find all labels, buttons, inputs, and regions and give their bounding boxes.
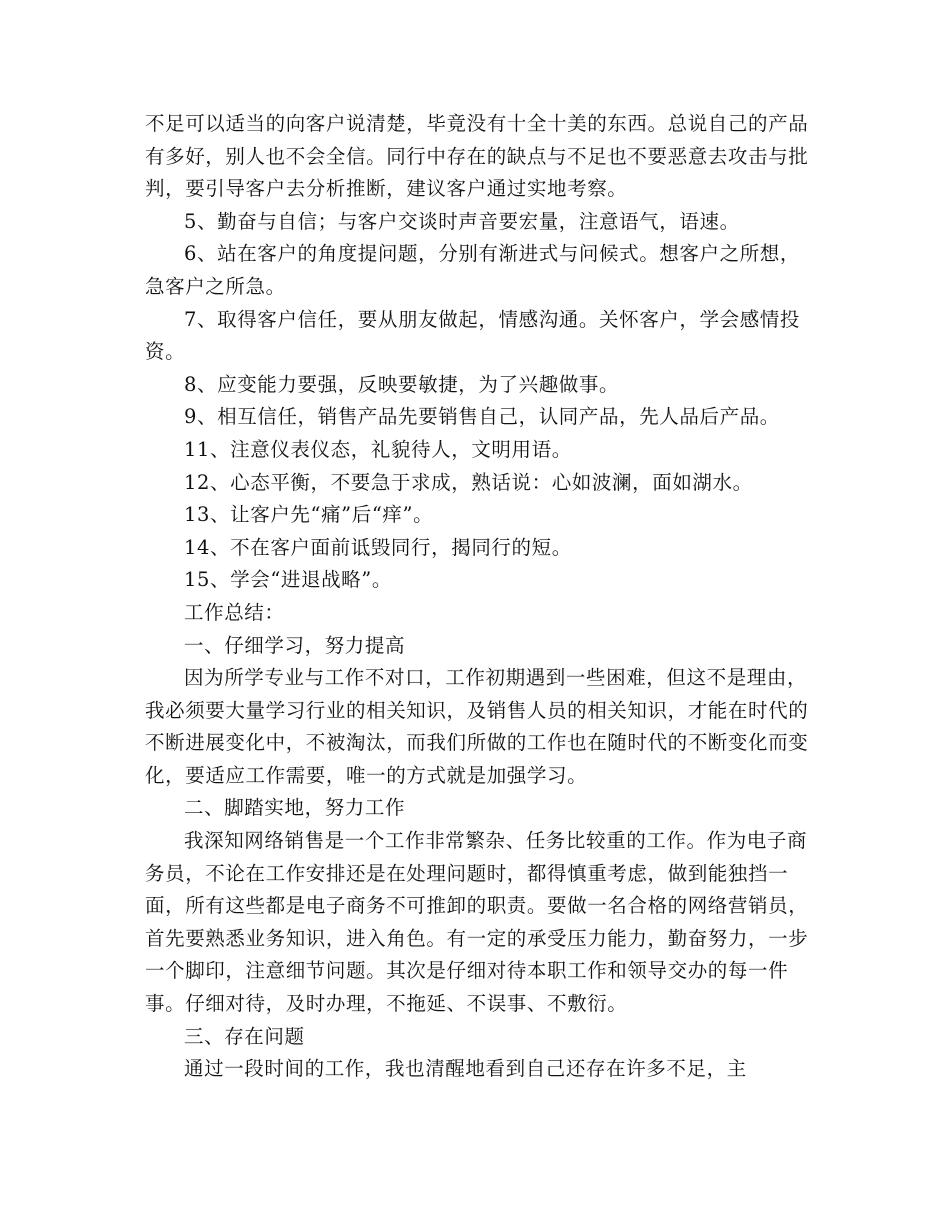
list-item-9: 9、相互信任，销售产品先要销售自己，认同产品，先人品后产品。	[184, 405, 780, 429]
list-item-15: 15、学会“进退战略”。	[184, 568, 392, 592]
section-heading-summary: 工作总结：	[184, 600, 285, 624]
list-item-6: 6、站在客户的角度提问题，分别有渐进式与问候式。想客户之所想，急客户之所急。	[145, 242, 801, 298]
list-item-12: 12、心态平衡，不要急于求成，熟话说：心如波澜，面如湖水。	[184, 470, 753, 494]
subheading-study: 一、仔细学习，努力提高	[184, 633, 406, 657]
list-item-5: 5、勤奋与自信；与客户交谈时声音要宏量，注意语气，语速。	[184, 209, 740, 233]
paragraph-work: 我深知网络销售是一个工作非常繁杂、任务比较重的工作。作为电子商务员，不论在工作安排还是在处理问题时，都得慎重考虑，做到能独挡一面，所有这些都是电子商务不可推卸的职责。要做一名合格的网络营销员，首先要熟悉业务知识，进入角色。有一定的承受压力能力，勤奋努力，一步一个脚印，注意细节问题。其次是仔细对待本职工作和领导交办的每一件事。仔细对待，及时办理，不拖延、不误事、不敷衍。	[145, 829, 809, 1016]
list-item-11: 11、注意仪表仪态，礼貌待人，文明用语。	[184, 437, 572, 461]
list-item-13: 13、让客户先“痛”后“痒”。	[184, 503, 434, 527]
list-item-8: 8、应变能力要强，反映要敏捷，为了兴趣做事。	[184, 372, 620, 396]
paragraph-continuation: 不足可以适当的向客户说清楚，毕竟没有十全十美的东西。总说自己的产品有多好，别人也不会全信。同行中存在的缺点与不足也不要恶意去攻击与批判，要引导客户去分析推断，建议客户通过实地考察。	[145, 112, 809, 201]
document-body	[145, 108, 815, 1086]
subheading-work: 二、脚踏实地，努力工作	[184, 796, 406, 820]
list-item-7: 7、取得客户信任，要从朋友做起，情感沟通。关怀客户，学会感情投资。	[145, 307, 801, 364]
paragraph-study: 因为所学专业与工作不对口，工作初期遇到一些困难，但这不是理由，我必须要大量学习行业的相关知识，及销售人员的相关知识，才能在时代的不断进展变化中，不被淘汰，而我们所做的工作也在随时代的不断变化而变化，要适应工作需要，唯一的方式就是加强学习。	[145, 666, 809, 787]
paragraph-problems: 通过一段时间的工作，我也清醒地看到自己还存在许多不足，主	[184, 1057, 747, 1081]
list-item-14: 14、不在客户面前诋毁同行，揭同行的短。	[184, 535, 572, 559]
subheading-problems: 三、存在问题	[184, 1024, 305, 1048]
